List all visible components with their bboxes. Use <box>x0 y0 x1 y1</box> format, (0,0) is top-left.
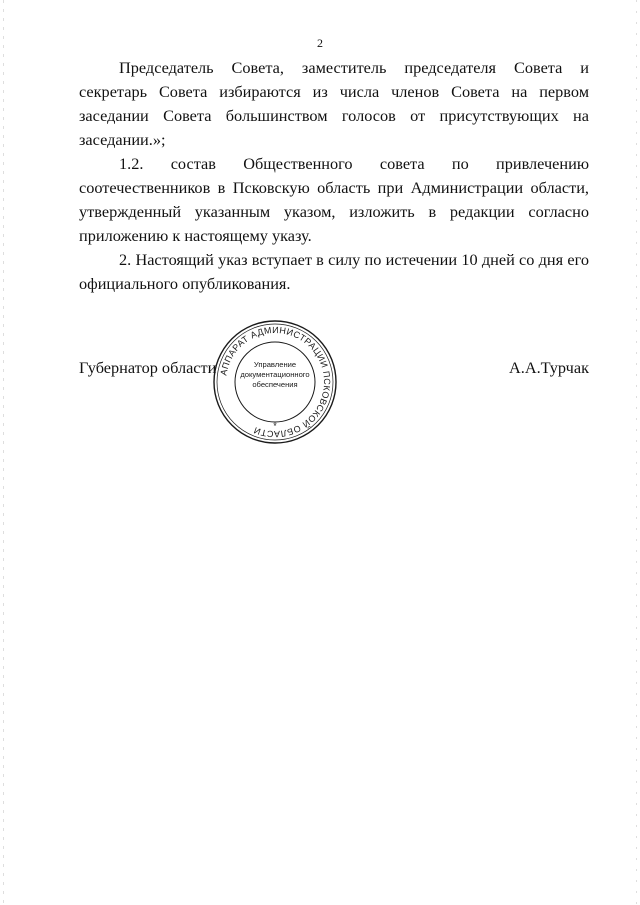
official-seal <box>211 318 339 446</box>
seal-line-1: Управление <box>253 360 297 369</box>
scan-edge-left <box>3 0 4 905</box>
document-body <box>79 56 589 296</box>
signatory-position: Губернатор области <box>79 358 217 377</box>
page-number: 2 <box>317 36 323 50</box>
paragraph-item-2: 2. Настоящий указ вступает в силу по истечении 10 дней со дня его официального опубликования. <box>79 250 589 293</box>
paragraph-council-election: Председатель Совета, заместитель председателя Совета и секретарь Совета избираются из числа членов Совета на первом заседании Совета большинством голосов от присутствующих на заседании.»; <box>79 58 589 149</box>
signatory-name: А.А.Турчак <box>509 358 589 377</box>
scan-edge-right <box>636 0 637 905</box>
seal-inner-text <box>239 360 311 390</box>
seal-star-icon: * <box>273 421 277 431</box>
seal-ring-text: АППАРАТ АДМИНИСТРАЦИИ ПСКОВСКОЙ ОБЛАСТИ <box>218 324 333 440</box>
seal-line-2: документационного <box>240 370 310 379</box>
paragraph-item-1-2: 1.2. состав Общественного совета по привлечению соотечественников в Псковскую область при Администрации области, утвержденный указанным указом, изложить в редакции согласно приложению к настоящему указу. <box>79 154 589 245</box>
seal-line-3: обеспечения <box>252 380 298 389</box>
